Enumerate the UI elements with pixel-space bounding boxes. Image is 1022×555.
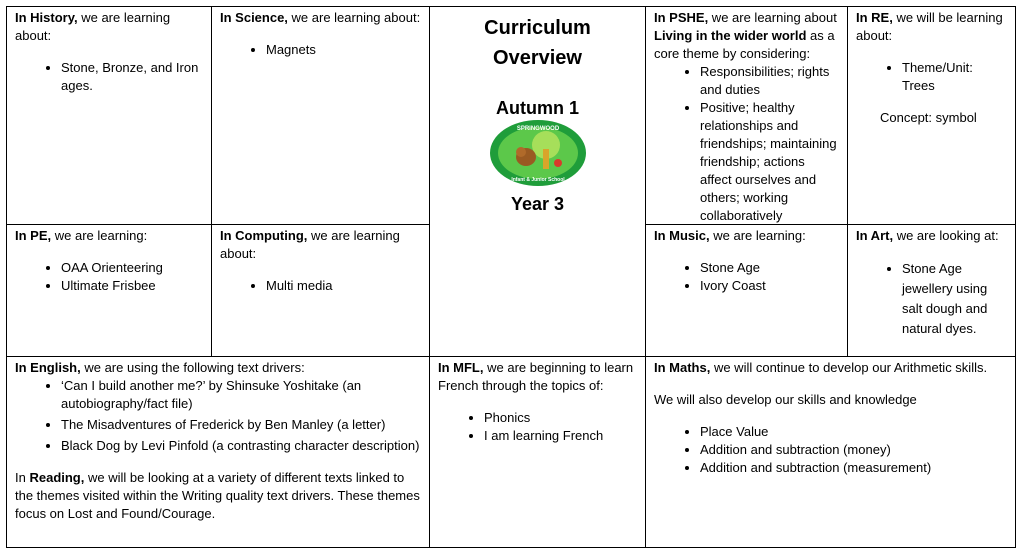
list-item: • Theme/Unit: Trees <box>902 59 1007 95</box>
list-item: • ‘Can I build another me?’ by Shinsuke Yoshitake (an autobiography/fact file) <box>61 377 421 413</box>
history-list <box>15 59 203 95</box>
term-label: Autumn 1 <box>496 98 579 118</box>
list-item: • OAA Orienteering <box>61 259 203 277</box>
re-list <box>856 59 1007 95</box>
list-item: • Stone Age jewellery using salt dough and natural dyes. <box>902 259 1007 339</box>
reading-paragraph: In Reading, we will be looking at a variety of different texts linked to the themes visited within the Writing quality text drivers. These themes focus on Lost and Found/Courage. <box>15 470 420 521</box>
science-cell: In Science, we are learning about: • Magnets <box>212 7 430 225</box>
list-item: • Magnets <box>266 41 421 59</box>
list-item: • Multi media <box>266 277 421 295</box>
school-logo <box>488 119 588 187</box>
english-list <box>15 377 421 455</box>
computing-heading: In Computing, <box>220 228 308 243</box>
mfl-heading: In MFL, <box>438 360 484 375</box>
pshe-heading: In PSHE, <box>654 10 709 25</box>
list-item: • Stone Age <box>700 259 839 277</box>
maths-heading: In Maths, <box>654 360 711 375</box>
list-item: • Stone, Bronze, and Iron ages. <box>61 59 203 95</box>
computing-list <box>220 277 421 295</box>
history-cell: In History, we are learning about: • Stone, Bronze, and Iron ages. <box>7 7 212 225</box>
pshe-list <box>654 63 839 225</box>
music-list <box>654 259 839 295</box>
curriculum-table <box>6 6 1016 548</box>
re-concept: Concept: symbol <box>880 110 977 125</box>
list-item: • Addition and subtraction (money) <box>700 441 1007 459</box>
english-heading: In English, <box>15 360 81 375</box>
svg-text:SPRINGWOOD: SPRINGWOOD <box>516 126 559 132</box>
svg-text:Infant & Junior School: Infant & Junior School <box>510 177 565 183</box>
year-label: Year 3 <box>510 194 565 214</box>
maths-cell: In Maths, we will continue to develop our Arithmetic skills. We will also develop our skills and knowledge • Place Value • Addition and subtraction (money) • Addition and subtraction (measurement) <box>646 357 1015 547</box>
mfl-list <box>438 409 637 445</box>
re-cell: In RE, we will be learning about: • Theme/Unit: Trees Concept: symbol <box>848 7 1015 225</box>
overview-center-cell <box>430 7 646 357</box>
pe-heading: In PE, <box>15 228 52 243</box>
list-item: • I am learning French <box>484 427 637 445</box>
school-logo-icon <box>488 119 588 187</box>
art-list <box>856 259 1007 339</box>
pe-list <box>15 259 203 295</box>
pe-cell: In PE, we are learning: • OAA Orienteering • Ultimate Frisbee <box>7 225 212 357</box>
re-heading: In RE, <box>856 10 893 25</box>
page-title-line2: Overview <box>493 47 582 69</box>
list-item: • Place Value <box>700 423 1007 441</box>
art-cell: In Art, we are looking at: • Stone Age jewellery using salt dough and natural dyes. <box>848 225 1015 357</box>
list-item: • Black Dog by Levi Pinfold (a contrasting character description) <box>61 437 421 455</box>
list-item: • Ivory Coast <box>700 277 839 295</box>
list-item: • Phonics <box>484 409 637 427</box>
music-heading: In Music, <box>654 228 710 243</box>
history-heading: In History, <box>15 10 78 25</box>
list-item: • The Misadventures of Frederick by Ben Manley (a letter) <box>61 416 421 434</box>
list-item: • Positive; healthy relationships and friendships; maintaining friendship; actions affect ourselves and others; working collaboratively <box>700 99 839 225</box>
science-heading: In Science, <box>220 10 288 25</box>
maths-list <box>654 423 1007 477</box>
maths-paragraph: We will also develop our skills and knowledge <box>654 392 917 407</box>
list-item: • Addition and subtraction (measurement) <box>700 459 1007 477</box>
mfl-cell: In MFL, we are beginning to learn French through the topics of: • Phonics • I am learning French <box>430 357 646 547</box>
page-title-line1: Curriculum <box>484 17 591 39</box>
pshe-cell: In PSHE, we are learning about Living in the wider world as a core theme by considering: • Responsibilities; rights and duties • Positive; healthy relationships and friendships; maintaining friendship; actions affect ourselves and others; working collaboratively <box>646 7 848 225</box>
list-item: • Ultimate Frisbee <box>61 277 203 295</box>
music-cell: In Music, we are learning: • Stone Age • Ivory Coast <box>646 225 848 357</box>
art-heading: In Art, <box>856 228 894 243</box>
computing-cell: In Computing, we are learning about: • Multi media <box>212 225 430 357</box>
science-list <box>220 41 421 59</box>
list-item: • Responsibilities; rights and duties <box>700 63 839 99</box>
english-cell: In English, we are using the following text drivers: • ‘Can I build another me?’ by Shinsuke Yoshitake (an autobiography/fact file) • The Misadventures of Frederick by Ben Manley (a letter) • Black Dog by Levi Pinfold (a contrasting character description) In Reading, we will be looking at a variety of different texts linked to the themes visited within the Writing quality text drivers. These themes focus on Lost and Found/Courage. <box>7 357 430 547</box>
